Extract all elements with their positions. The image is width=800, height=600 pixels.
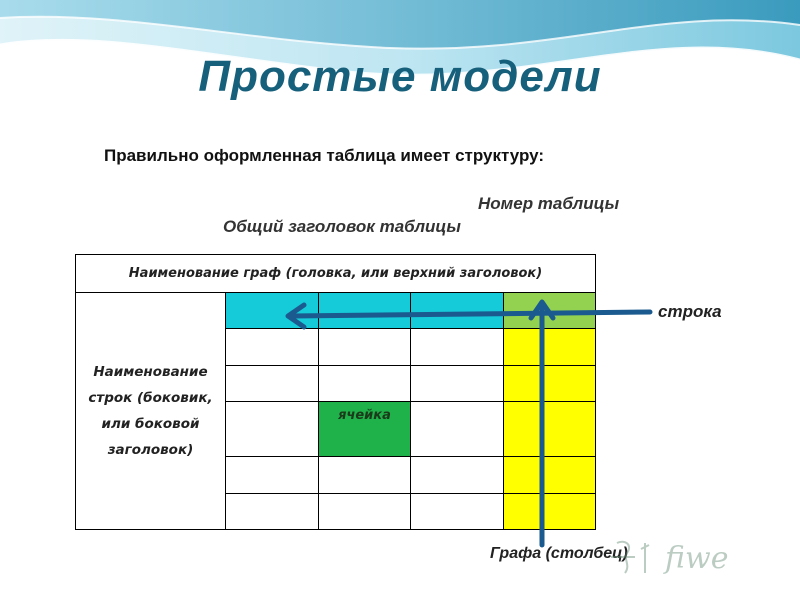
table-cell bbox=[226, 366, 319, 402]
table-cell bbox=[411, 457, 504, 494]
table-cell bbox=[319, 329, 411, 366]
column-label: Графа (столбец) bbox=[490, 545, 628, 562]
table-header-row bbox=[76, 255, 596, 293]
table-cell bbox=[319, 494, 411, 530]
row-highlight-cell bbox=[411, 293, 504, 329]
table-cell bbox=[411, 402, 504, 457]
slide-subtitle: Правильно оформленная таблица имеет структуру: bbox=[104, 146, 545, 165]
table-cell bbox=[226, 494, 319, 530]
highlighted-cell: ячейка bbox=[319, 402, 411, 457]
column-header-cell: Наименование граф (головка, или верхний заголовок) bbox=[76, 255, 596, 293]
row-stub-cell: Наименование строк (боковик, или боковой заголовок) bbox=[76, 293, 226, 530]
table-cell bbox=[226, 329, 319, 366]
column-highlight-cell bbox=[504, 366, 596, 402]
table-header-label: Общий заголовок таблицы bbox=[223, 217, 461, 236]
table-cell bbox=[319, 457, 411, 494]
table-cell bbox=[319, 366, 411, 402]
watermark-logo bbox=[605, 535, 775, 580]
slide-title: Простые модели bbox=[198, 52, 602, 101]
row-label: строка bbox=[658, 302, 722, 321]
column-highlight-cell bbox=[504, 457, 596, 494]
column-highlight-cell bbox=[504, 494, 596, 530]
column-highlight-cell bbox=[504, 329, 596, 366]
svg-text:fiwe: fiwe bbox=[665, 541, 729, 576]
table-cell bbox=[226, 457, 319, 494]
table-cell bbox=[411, 366, 504, 402]
column-highlight-cell bbox=[504, 402, 596, 457]
table-cell bbox=[226, 402, 319, 457]
structure-table bbox=[75, 254, 596, 530]
table-row bbox=[76, 293, 596, 329]
intersection-cell bbox=[504, 293, 596, 329]
table-cell bbox=[411, 494, 504, 530]
row-highlight-cell bbox=[319, 293, 411, 329]
row-highlight-cell bbox=[226, 293, 319, 329]
table-cell bbox=[411, 329, 504, 366]
table-number-label: Номер таблицы bbox=[478, 194, 620, 213]
